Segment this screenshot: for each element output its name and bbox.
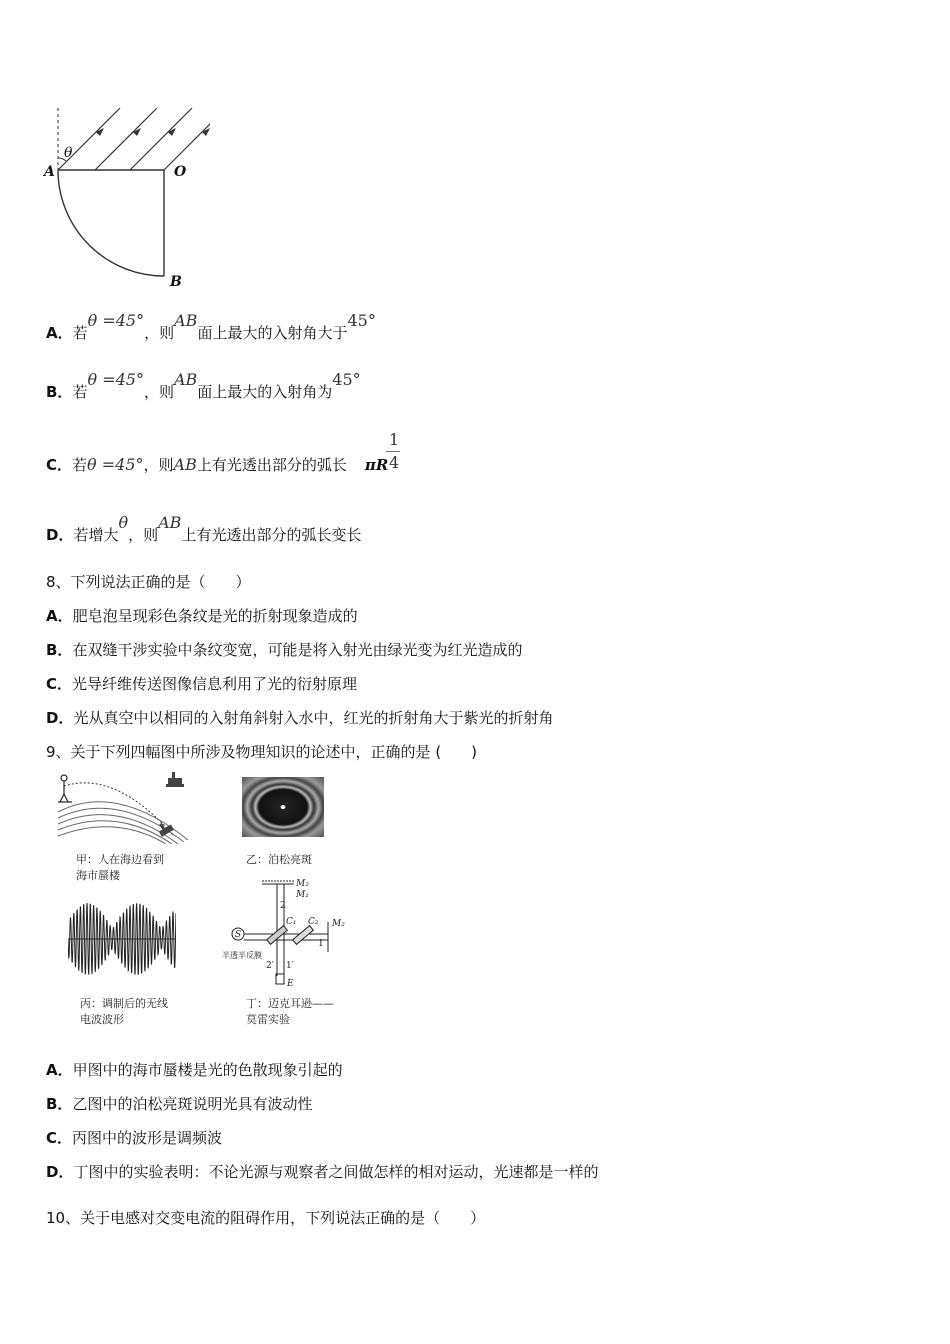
label-theta: θ <box>64 145 73 161</box>
math-45: 45° <box>347 311 376 330</box>
arc-AB <box>58 170 164 276</box>
label-C1: C₁ <box>286 917 297 927</box>
math-45: 45° <box>332 370 361 389</box>
option-letter: A． <box>46 324 73 342</box>
q9-option-c[interactable]: C．丙图中的波形是调频波 <box>46 1129 223 1147</box>
label-mirror: 半透半反膜 <box>222 951 262 960</box>
modulated-wave-figure <box>68 900 176 978</box>
label-E: E <box>287 979 294 989</box>
label-S: S <box>235 930 242 940</box>
math-theta-45: θ =45° <box>87 311 145 330</box>
pi-R: πR <box>364 456 389 474</box>
ship-mirage-icon <box>166 772 184 787</box>
mirage-figure <box>56 772 191 844</box>
caption-bing-1: 丙：调制后的无线 <box>80 997 168 1010</box>
math-theta-45: θ =45° <box>87 370 144 389</box>
q7-option-b[interactable]: B．若θ =45°，则AB面上最大的入射角为45° <box>46 370 361 401</box>
q9-option-b[interactable]: B．乙图中的泊松亮斑说明光具有波动性 <box>46 1095 313 1113</box>
label-1p: 1′ <box>286 961 294 971</box>
option-letter: B． <box>46 383 73 401</box>
option-letter: C． <box>46 456 73 474</box>
math-AB: AB <box>173 455 197 474</box>
label-1: 1 <box>318 939 324 949</box>
label-O: O <box>174 164 187 180</box>
q7-semicircle-figure <box>40 100 210 295</box>
label-M2-right: M₂ <box>332 919 345 929</box>
caption-ding-1: 丁：迈克耳逊—— <box>246 997 334 1010</box>
q8-option-c[interactable]: C．光导纤维传送图像信息利用了光的衍射原理 <box>46 675 358 693</box>
label-B: B <box>170 274 182 290</box>
michelson-figure <box>222 876 354 994</box>
label-A: A <box>44 164 55 180</box>
math-AB: AB <box>173 370 198 389</box>
q8-stem: 8、下列说法正确的是（ ） <box>46 573 251 591</box>
caption-jia-2: 海市蜃楼 <box>76 869 120 882</box>
label-2p: 2′ <box>266 961 274 971</box>
option-letter: D． <box>46 526 74 544</box>
label-C2: C₂ <box>308 917 319 927</box>
q9-stem: 9、关于下列四幅图中所涉及物理知识的论述中，正确的是 ( ) <box>46 743 478 761</box>
math-AB: AB <box>158 513 182 532</box>
fraction-bar <box>386 451 400 452</box>
math-theta: θ <box>118 513 129 532</box>
math-AB: AB <box>174 311 198 330</box>
q7-option-c[interactable]: C．若θ =45°，则AB上有光透出部分的弧长 πR <box>46 455 389 474</box>
label-M2-top: M₂ <box>296 879 309 889</box>
ray-arrowheads <box>96 128 210 136</box>
caption-yi: 乙：泊松亮斑 <box>246 853 312 866</box>
label-2: 2 <box>280 901 286 911</box>
q8-option-b[interactable]: B．在双缝干涉实验中条纹变宽，可能是将入射光由绿光变为红光造成的 <box>46 641 523 659</box>
q8-option-d[interactable]: D．光从真空中以相同的入射角斜射入水中，红光的折射角大于紫光的折射角 <box>46 709 554 727</box>
q9-option-d[interactable]: D．丁图中的实验表明：不论光源与观察者之间做怎样的相对运动，光速都是一样的 <box>46 1163 599 1181</box>
poisson-spot-figure <box>242 777 324 837</box>
label-M1: M₁ <box>296 890 309 900</box>
caption-ding-2: 莫雷实验 <box>246 1013 290 1026</box>
q7-option-a[interactable]: A．若θ =45°，则AB面上最大的入射角大于45° <box>46 311 376 342</box>
q9-option-a[interactable]: A．甲图中的海市蜃楼是光的色散现象引起的 <box>46 1061 343 1079</box>
q8-option-a[interactable]: A．肥皂泡呈现彩色条纹是光的折射现象造成的 <box>46 607 358 625</box>
caption-jia-1: 甲：人在海边看到 <box>76 853 164 866</box>
incident-rays <box>58 108 210 170</box>
q7-option-d[interactable]: D．若增大θ，则AB上有光透出部分的弧长变长 <box>46 513 362 544</box>
math-theta-45: θ =45° <box>87 455 144 474</box>
person-icon <box>58 775 72 802</box>
caption-bing-2: 电波波形 <box>80 1013 124 1026</box>
q10-stem: 10、关于电感对交变电流的阻碍作用，下列说法正确的是（ ） <box>46 1209 486 1227</box>
fraction-denominator: 4 <box>389 453 400 472</box>
fraction-numerator: 1 <box>389 430 400 449</box>
